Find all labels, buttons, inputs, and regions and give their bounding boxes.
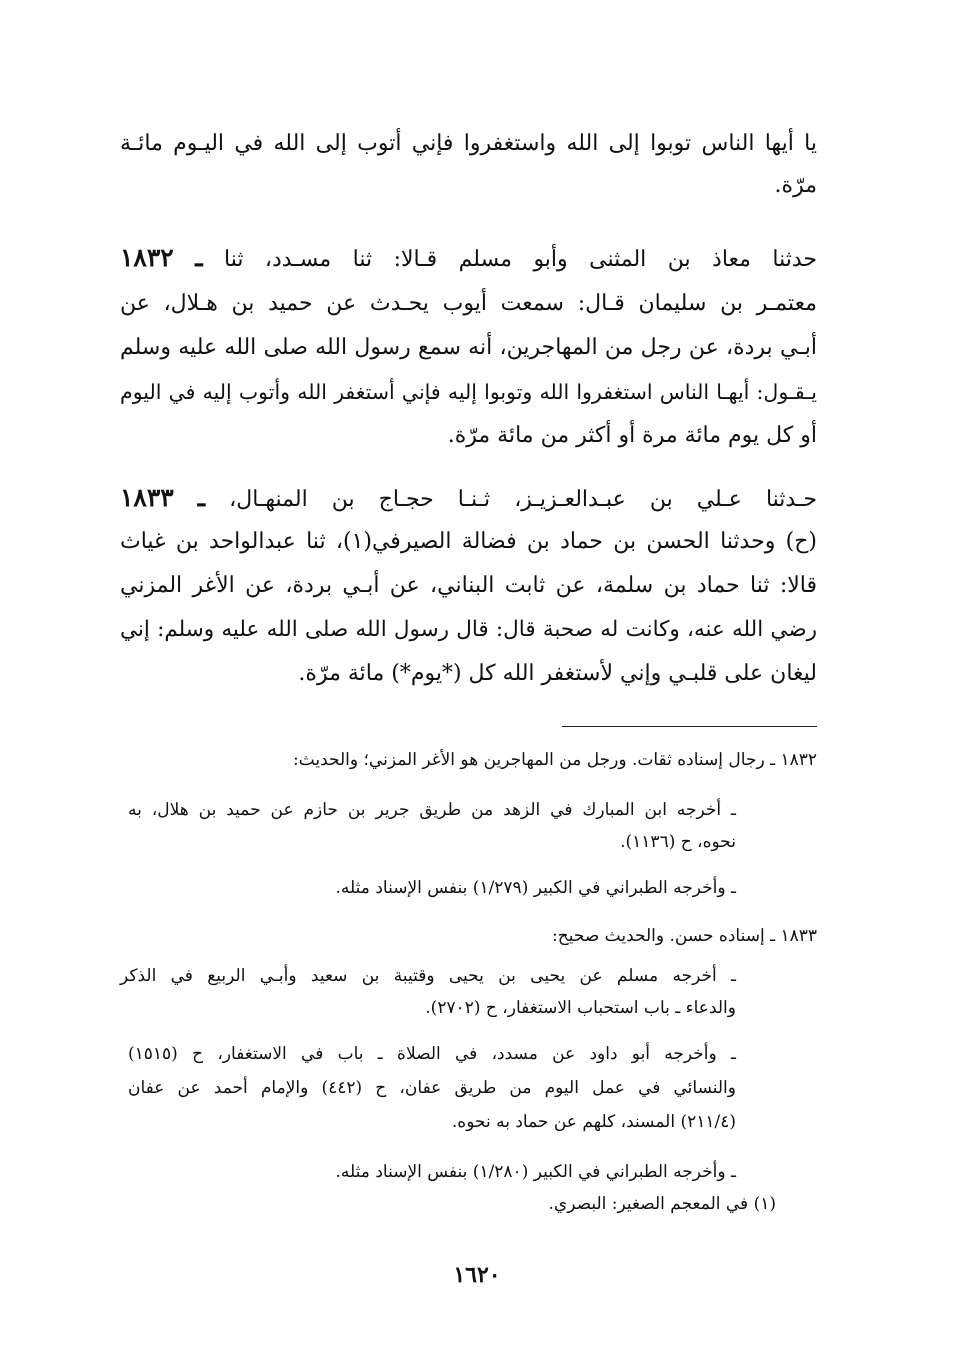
footnote-line: ـ وأخرجه الطبراني في الكبير (١/٢٨٠) بنفس الإسناد مثله. <box>335 1162 736 1182</box>
hadith-number: ١٨٣٣ <box>120 483 174 512</box>
text-line: يا أيها الناس توبوا إلى الله واستغفروا فإني أتوب إلى الله في اليـوم مائـة <box>120 131 817 156</box>
hadith-dash: ـ <box>195 243 203 272</box>
footnote-note-1: (١) في المعجم الصغير: البصري. <box>548 1194 776 1214</box>
text-line: أبـي بردة، عن رجل من المهاجرين، أنه سمع رسول الله صلى الله عليه وسلم <box>120 335 817 360</box>
hadith-1832-first-line <box>120 236 817 282</box>
footnote-line: ـ وأخرجه أبو داود عن مسدد، في الصلاة ـ باب في الاستغفار، ح (١٥١٥) <box>128 1044 736 1064</box>
footnote-line: ـ وأخرجه الطبراني في الكبير (١/٢٧٩) بنفس الإسناد مثله. <box>335 878 736 898</box>
page-number: ١٦٢٠ <box>453 1262 501 1288</box>
text-line: أو كل يوم مائة مرة أو أكثر من مائة مرّة. <box>447 423 817 448</box>
text-line: رضي الله عنه، وكانت له صحبة قال: قال رسول الله صلى الله عليه وسلم: إني <box>120 617 817 642</box>
footnote-1832-heading: ١٨٣٢ ـ رجال إسناده ثقات. ورجل من المهاجرين هو الأغر المزني؛ والحديث: <box>292 750 817 770</box>
hadith-dash: ـ <box>197 483 206 512</box>
footnote-line: والنسائي في عمل اليوم من طريق عفان، ح (٤٤٢) والإمام أحمد عن عفان <box>128 1078 736 1098</box>
text-line: قالا: ثنا حماد بن سلمة، عن ثابت البناني، عن أبـي بردة، عن الأغر المزني <box>120 573 817 598</box>
footnote-line: (٢١١/٤) المسند، كلهم عن حماد به نحوه. <box>451 1112 736 1132</box>
text-line: (ح) وحدثنا الحسن بن حماد بن فضالة الصيرفي(١)، ثنا عبدالواحد بن غياث <box>120 529 817 554</box>
footnote-line: والدعاء ـ باب استحباب الاستغفار، ح (٢٧٠٢). <box>425 998 736 1018</box>
text-segment: حـدثنا عـلي بن عبـدالعـزيـز، ثـنـا حجـاج بن المنهـال، <box>229 487 818 512</box>
text-line: مرّة. <box>774 173 817 198</box>
footnote-line: نحوه، ح (١١٣٦). <box>620 832 736 852</box>
footnote-separator <box>562 726 817 727</box>
text-line: يـقـول: أيهـا الناس استغفروا الله وتوبوا إليه فإني أستغفر الله وأتوب إليه في اليوم <box>120 380 817 404</box>
footnote-line: ـ أخرجه ابن المبارك في الزهد من طريق جرير بن حازم عن حميد بن هلال، به <box>128 800 736 820</box>
text-line: ليغان على قلبـي وإني لأستغفر الله كل (*يوم*) مائة مرّة. <box>298 661 817 686</box>
text-line: معتمـر بن سليمان قـال: سمعت أيوب يحـدث عن حميد بن هـلال، عن <box>120 291 818 316</box>
footnote-1833-heading: ١٨٣٣ ـ إسناده حسن. والحديث صحيح: <box>552 926 817 946</box>
hadith-1833-first-line <box>120 476 817 522</box>
text-segment: حدثنا معاذ بن المثنى وأبو مسلم قـالا: ثنا مسـدد، ثنا <box>223 247 818 272</box>
footnote-line: ـ أخرجه مسلم عن يحيى بن يحيى وقتيبة بن سعيد وأبـي الربيع في الذكر <box>120 966 736 986</box>
hadith-number: ١٨٣٢ <box>120 243 174 272</box>
